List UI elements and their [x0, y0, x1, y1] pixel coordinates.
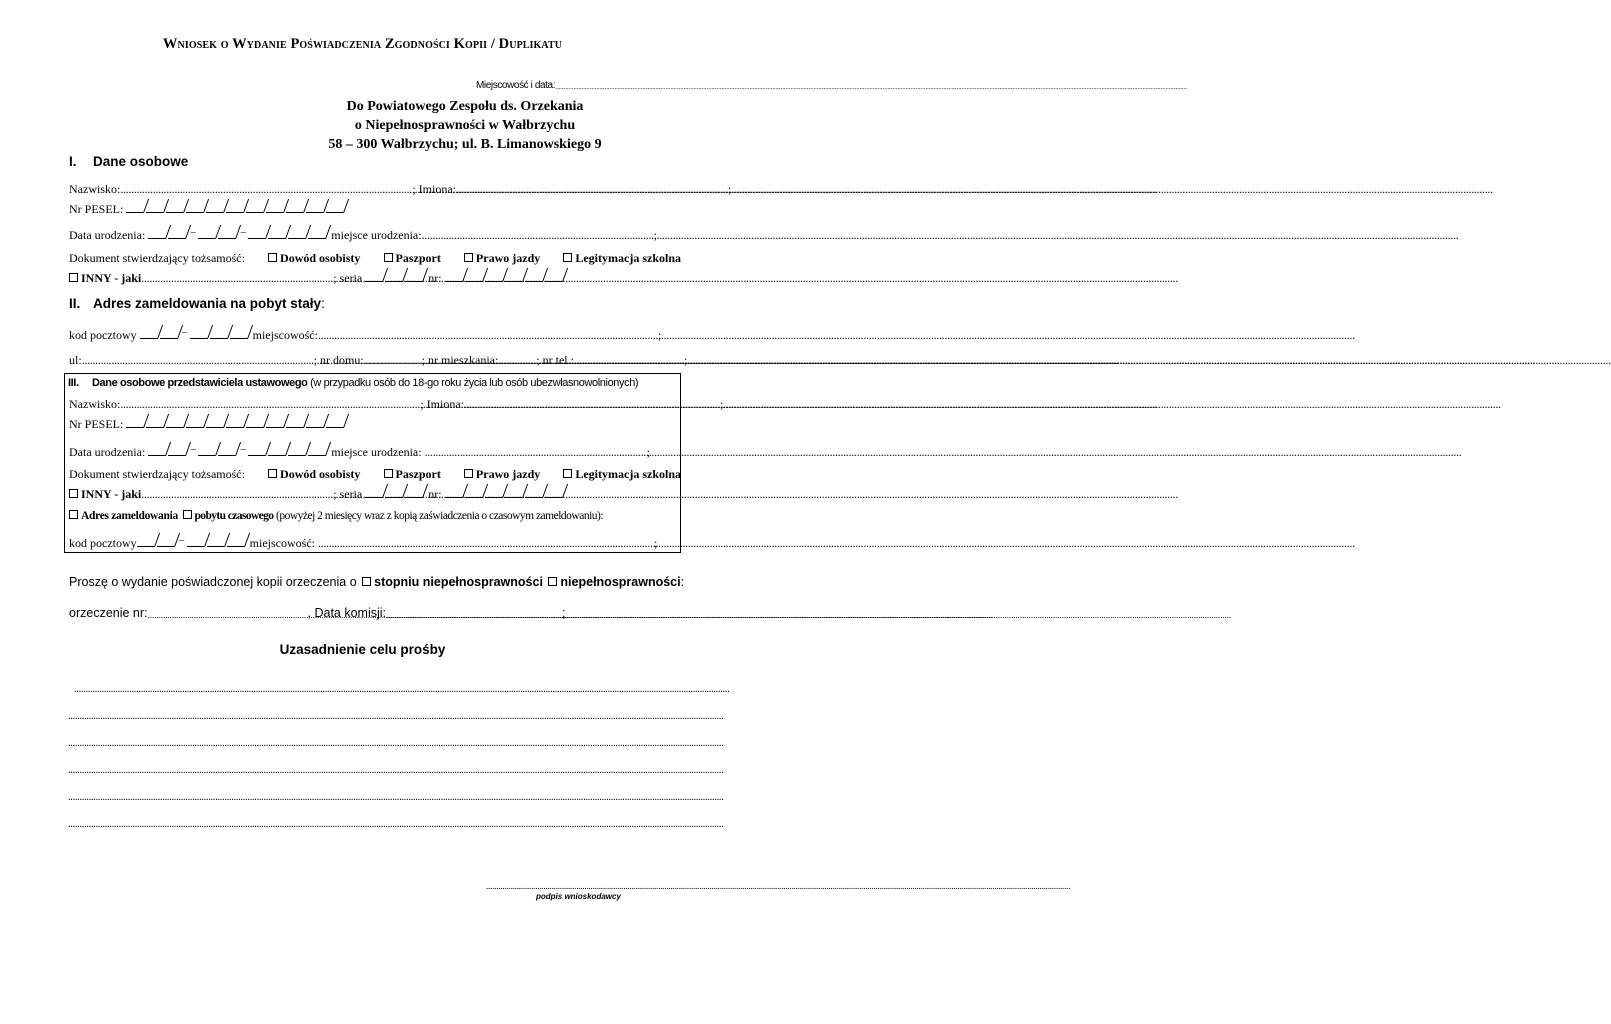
digit-slot[interactable]: [485, 268, 502, 282]
rep-checkbox-passport[interactable]: [384, 469, 393, 478]
series-slots[interactable]: [365, 268, 425, 286]
digit-slot[interactable]: [126, 414, 143, 428]
digit-slot[interactable]: [286, 414, 303, 428]
digit-slot[interactable]: [207, 533, 224, 547]
digit-slot[interactable]: [190, 325, 207, 339]
digit-slot[interactable]: [126, 199, 143, 213]
rep-id-doc-row[interactable]: [69, 467, 681, 482]
digit-slot[interactable]: [230, 325, 247, 339]
digit-slot[interactable]: [186, 414, 203, 428]
signature-field[interactable]: [486, 881, 676, 891]
checkbox-disability-degree[interactable]: [362, 577, 371, 586]
digit-slot[interactable]: [206, 414, 223, 428]
rep-postal-slots[interactable]: [137, 533, 247, 551]
justification-title: Uzasadnienie celu prośby: [279, 642, 446, 657]
digit-slot[interactable]: [505, 268, 522, 282]
phone-label: ; nr tel.:: [536, 353, 574, 367]
rep-surname-field[interactable]: [120, 397, 420, 412]
digit-slot[interactable]: [505, 484, 522, 498]
digit-slot[interactable]: [198, 442, 215, 456]
surname-row[interactable]: Nazwisko:..... ; Imiona:..... ;: [69, 182, 731, 197]
section-3-title: Dane osobowe przedstawiciela ustawowego: [92, 377, 308, 389]
commission-date-field[interactable]: [386, 610, 562, 620]
rep-birthdate-label: Data urodzenia:: [69, 445, 146, 459]
rep-checkbox-school-id[interactable]: [563, 469, 572, 478]
rep-pesel-slots[interactable]: [126, 414, 346, 432]
rep-names-label: ; Imiona:: [420, 397, 464, 411]
house-label: ; nr domu:: [313, 353, 364, 367]
other-doc-field[interactable]: [141, 271, 333, 286]
recipient-address: [300, 97, 630, 154]
digit-slot[interactable]: [146, 199, 163, 213]
digit-slot[interactable]: [168, 442, 185, 456]
temporary-stay-note: (powyżej 2 miesięcy wraz z kopią zaświadczenia o czasowym zameldowaniu):: [275, 510, 604, 522]
decision-number-label: orzeczenie nr:: [69, 606, 148, 620]
digit-slot[interactable]: [148, 225, 165, 239]
digit-slot[interactable]: [226, 414, 243, 428]
digit-slot[interactable]: [405, 484, 422, 498]
rep-other-doc-field[interactable]: [141, 487, 333, 502]
checkbox-temporary-stay[interactable]: [183, 510, 192, 519]
digit-slot[interactable]: [227, 533, 244, 547]
birth-row[interactable]: Data urodzenia: – – miejsce urodzenia:..... ;: [69, 225, 657, 243]
id-doc-row[interactable]: [69, 251, 681, 266]
rep-city-field[interactable]: [318, 536, 654, 551]
checkbox-school-id[interactable]: [563, 253, 572, 262]
decision-number-field[interactable]: [148, 610, 308, 620]
series-label: ; seria: [333, 271, 363, 285]
rep-other-doc-row[interactable]: [69, 484, 565, 502]
rep-birthplace-label: miejsce urodzenia:: [331, 445, 422, 459]
justification-line-1[interactable]: [74, 684, 674, 694]
section-3-number: III.: [68, 377, 79, 389]
justification-line-5[interactable]: [68, 792, 668, 802]
city-field[interactable]: [318, 328, 658, 343]
digit-slot[interactable]: [268, 225, 285, 239]
rep-pesel-label: Nr PESEL:: [69, 417, 124, 431]
place-date-field[interactable]: [476, 80, 673, 91]
flat-field[interactable]: [498, 353, 536, 368]
digit-slot[interactable]: [306, 199, 323, 213]
digit-slot[interactable]: [445, 484, 462, 498]
street-field[interactable]: [82, 353, 314, 368]
option-id-card: Dowód osobisty: [280, 251, 361, 265]
justification-line-6[interactable]: [68, 819, 668, 829]
digit-slot[interactable]: [445, 268, 462, 282]
postal-row[interactable]: kod pocztowy – miejscowość:..... ;: [69, 325, 661, 343]
digit-slot[interactable]: [246, 414, 263, 428]
rep-series-slots[interactable]: [365, 484, 425, 502]
recipient-line-3: 58 – 300 Wałbrzychu; ul. B. Limanowskiego 9: [328, 137, 602, 152]
rep-other-doc-label: INNY - jaki: [81, 487, 142, 501]
phone-field[interactable]: [574, 353, 684, 368]
request-row[interactable]: [69, 575, 684, 589]
request-text: Proszę o wydanie poświadczonej kopii orzeczenia o: [69, 575, 357, 589]
section-2-heading: [69, 296, 325, 311]
rep-option-driving-license: Prawo jazdy: [475, 467, 541, 481]
digit-slot[interactable]: [545, 484, 562, 498]
digit-slot[interactable]: [365, 268, 382, 282]
checkbox-disability[interactable]: [548, 577, 557, 586]
digit-slot[interactable]: [160, 325, 177, 339]
justification-line-2[interactable]: [68, 711, 668, 721]
slot-separator: –: [190, 444, 196, 455]
rep-doc-number-slots[interactable]: [445, 484, 565, 502]
names-field[interactable]: [456, 182, 728, 197]
rep-birth-row[interactable]: Data urodzenia: – – miejsce urodzenia: ..... ;: [69, 442, 650, 460]
digit-slot[interactable]: [148, 442, 165, 456]
decision-row[interactable]: [69, 606, 566, 620]
digit-slot[interactable]: [248, 225, 265, 239]
digit-slot[interactable]: [465, 484, 482, 498]
option-driving-license: Prawo jazdy: [475, 251, 541, 265]
section-1-number: I.: [69, 154, 77, 169]
doc-number-label: nr:: [428, 271, 442, 285]
digit-slot[interactable]: [326, 414, 343, 428]
digit-slot[interactable]: [157, 533, 174, 547]
digit-slot[interactable]: [146, 414, 163, 428]
place-date-label: Miejscowość i data:: [476, 80, 556, 91]
checkbox-registered-address[interactable]: [69, 510, 78, 519]
option-disability: niepełnosprawności: [560, 575, 681, 589]
digit-slot[interactable]: [525, 484, 542, 498]
rep-surname-label: Nazwisko:: [69, 397, 121, 411]
surname-label: Nazwisko:: [69, 182, 121, 196]
pesel-row[interactable]: [69, 199, 346, 217]
rep-checkbox-driving-license[interactable]: [464, 469, 473, 478]
digit-slot[interactable]: [485, 484, 502, 498]
checkbox-passport[interactable]: [384, 253, 393, 262]
digit-slot[interactable]: [266, 414, 283, 428]
other-doc-row[interactable]: [69, 268, 565, 286]
section-2-title: Adres zameldowania na pobyt stały: [93, 296, 322, 311]
section-3-note: (w przypadku osób do 18-go roku życia lub osób ubezwłasnowolnionych): [310, 377, 639, 389]
option-disability-degree: stopniu niepełnosprawności: [374, 575, 543, 589]
digit-slot[interactable]: [465, 268, 482, 282]
digit-slot[interactable]: [166, 414, 183, 428]
rep-option-id-card: Dowód osobisty: [280, 467, 361, 481]
section-2-number: II.: [69, 296, 81, 311]
slot-separator: –: [240, 227, 246, 238]
street-label: ul:: [69, 353, 82, 367]
digit-slot[interactable]: [308, 225, 325, 239]
commission-date-label: , Data komisji:: [307, 606, 387, 620]
surname-field[interactable]: [120, 182, 412, 197]
digit-slot[interactable]: [248, 442, 265, 456]
rep-surname-row[interactable]: Nazwisko:..... ; Imiona:..... ;: [69, 397, 723, 412]
rep-names-field[interactable]: [464, 397, 720, 412]
rep-address-type-row[interactable]: [69, 510, 603, 522]
recipient-line-2: o Niepełnosprawności w Wałbrzychu: [354, 118, 576, 133]
option-passport: Paszport: [395, 251, 441, 265]
section-3-heading: [68, 377, 638, 389]
slot-separator: –: [179, 535, 185, 546]
document-title: [0, 36, 725, 53]
rep-postal-row[interactable]: kod pocztowy – miejscowość: ..... ;: [69, 533, 657, 551]
birthplace-field[interactable]: [422, 228, 654, 243]
digit-slot[interactable]: [288, 442, 305, 456]
digit-slot[interactable]: [246, 199, 263, 213]
digit-slot[interactable]: [286, 199, 303, 213]
house-field[interactable]: [364, 353, 422, 368]
temporary-stay-label: pobytu czasowego: [194, 510, 274, 522]
digit-slot[interactable]: [218, 442, 235, 456]
option-school-id: Legitymacja szkolna: [575, 251, 681, 265]
section-2-colon: :: [321, 296, 325, 311]
rep-birthplace-field[interactable]: [425, 445, 647, 460]
birthdate-slots[interactable]: [148, 225, 328, 243]
digit-slot[interactable]: [365, 484, 382, 498]
city-label: miejscowość:: [252, 328, 318, 342]
digit-slot[interactable]: [326, 199, 343, 213]
id-doc-label: Dokument stwierdzający tożsamość:: [69, 251, 245, 265]
digit-slot[interactable]: [288, 225, 305, 239]
rep-birthdate-slots[interactable]: [148, 442, 328, 460]
slot-separator: –: [240, 444, 246, 455]
doc-number-slots[interactable]: [445, 268, 565, 286]
postal-label: kod pocztowy: [69, 328, 137, 342]
digit-slot[interactable]: [140, 325, 157, 339]
checkbox-driving-license[interactable]: [464, 253, 473, 262]
pesel-label: Nr PESEL:: [69, 202, 124, 216]
registered-address-label: Adres zameldowania: [81, 510, 178, 522]
digit-slot[interactable]: [385, 484, 402, 498]
slot-separator: –: [182, 327, 188, 338]
digit-slot[interactable]: [186, 199, 203, 213]
birthdate-label: Data urodzenia:: [69, 228, 146, 242]
digit-slot[interactable]: [168, 225, 185, 239]
digit-slot[interactable]: [198, 225, 215, 239]
rep-checkbox-other[interactable]: [69, 489, 78, 498]
justification-line-3[interactable]: [68, 738, 668, 748]
digit-slot[interactable]: [308, 442, 325, 456]
checkbox-id-card[interactable]: [268, 253, 277, 262]
digit-slot[interactable]: [266, 199, 283, 213]
section-1-heading: [69, 154, 188, 169]
rep-doc-number-label: nr:: [428, 487, 442, 501]
justification-line-4[interactable]: [68, 765, 668, 775]
decision-end: ;: [562, 606, 566, 620]
section-1-title: Dane osobowe: [93, 154, 189, 169]
flat-label: ; nr mieszkania:: [421, 353, 499, 367]
request-colon: :: [680, 575, 685, 589]
other-doc-label: INNY - jaki: [81, 271, 142, 285]
place-date-dots: [555, 84, 673, 91]
signature-label: podpis wnioskodawcy: [536, 892, 621, 901]
digit-slot[interactable]: [187, 533, 204, 547]
names-label: ; Imiona:: [412, 182, 456, 196]
rep-city-label: miejscowość:: [249, 536, 315, 550]
digit-slot[interactable]: [268, 442, 285, 456]
slot-separator: –: [190, 227, 196, 238]
digit-slot[interactable]: [545, 268, 562, 282]
digit-slot[interactable]: [166, 199, 183, 213]
checkbox-other[interactable]: [69, 273, 78, 282]
digit-slot[interactable]: [218, 225, 235, 239]
digit-slot[interactable]: [385, 268, 402, 282]
rep-postal-label: kod pocztowy: [69, 536, 137, 550]
rep-pesel-row[interactable]: [69, 414, 346, 432]
birthplace-label: miejsce urodzenia:: [331, 228, 422, 242]
rep-checkbox-id-card[interactable]: [268, 469, 277, 478]
recipient-line-1: Do Powiatowego Zespołu ds. Orzekania: [346, 99, 584, 114]
digit-slot[interactable]: [525, 268, 542, 282]
digit-slot[interactable]: [137, 533, 154, 547]
rep-series-label: ; seria: [333, 487, 363, 501]
postal-slots[interactable]: [140, 325, 250, 343]
digit-slot[interactable]: [405, 268, 422, 282]
rep-option-passport: Paszport: [395, 467, 441, 481]
rep-id-doc-label: Dokument stwierdzający tożsamość:: [69, 467, 245, 481]
digit-slot[interactable]: [210, 325, 227, 339]
digit-slot[interactable]: [306, 414, 323, 428]
pesel-slots[interactable]: [126, 199, 346, 217]
digit-slot[interactable]: [226, 199, 243, 213]
street-row[interactable]: ul:..... ; nr domu:..... ; nr mieszkania:..... ; nr tel.:..... ;: [69, 353, 687, 368]
digit-slot[interactable]: [206, 199, 223, 213]
rep-option-school-id: Legitymacja szkolna: [575, 467, 681, 481]
title-text: Wniosek o Wydanie Poświadczenia Zgodności Kopii / Duplikatu: [162, 36, 563, 52]
